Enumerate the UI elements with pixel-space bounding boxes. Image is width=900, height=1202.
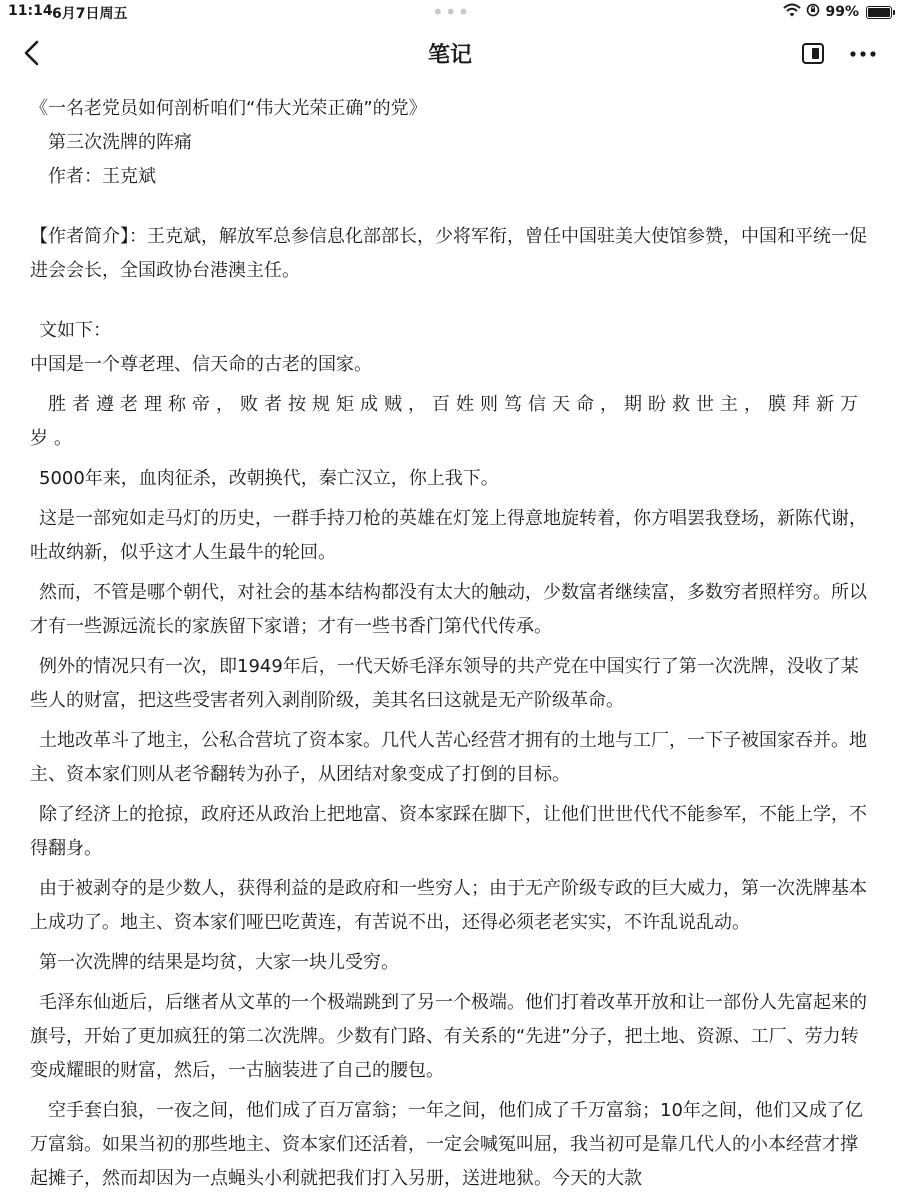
paragraph: 由于被剥夺的是少数人，获得利益的是政府和一些穷人；由于无产阶级专政的巨大威力，第一次洗牌基本上成功了。地主、资本家们哑巴吃黄连，有苦说不出，还得必须老老实实，不许乱说乱动。 [30, 878, 867, 933]
paragraph: 空手套白狼，一夜之间，他们成了百万富翁；一年之间，他们成了千万富翁；10年之间，他们又成了亿万富翁。如果当初的那些地主、资本家们还活着，一定会喊冤叫屈，我当初可是靠几代人的小本经营才撑起摊子，然而却因为一点蝇头小利就把我们打入另册，送进地狱。今天的大款 [30, 1100, 863, 1189]
note-body[interactable] [30, 92, 872, 1202]
paragraph: 5000年来，血肉征杀，改朝换代，秦亡汉立，你上我下。 [39, 468, 499, 489]
multitasking-dots-icon[interactable]: ••• [432, 0, 471, 24]
author-bio: 【作者简介】：王克斌，解放军总参信息化部部长，少将军衔，曾任中国驻美大使馆参赞，中国和平统一促进会会长，全国政协台港澳主任。 [30, 226, 867, 281]
battery-level-fill [868, 8, 890, 17]
nav-bar [0, 28, 900, 78]
paragraph: 第一次洗牌的结果是均贫，大家一块儿受穷。 [39, 952, 399, 973]
reader-view-icon [800, 40, 828, 68]
reader-view-button[interactable] [800, 40, 828, 68]
more-options-button[interactable] [848, 40, 878, 68]
paragraph: 毛泽东仙逝后，后继者从文革的一个极端跳到了另一个极端。他们打着改革开放和让一部份人先富起来的旗号，开始了更加疯狂的第二次洗牌。少数有门路、有关系的“先进”分子，把土地、资源、工厂、劳力转变成耀眼的财富，然后，一古脑装进了自己的腰包。 [30, 992, 867, 1081]
paragraph: 这是一部宛如走马灯的历史，一群手持刀枪的英雄在灯笼上得意地旋转着，你方唱罢我登场，新陈代谢，吐故纳新，似乎这才人生最牛的轮回。 [30, 508, 867, 563]
battery-icon [866, 6, 892, 19]
paragraph: 然而，不管是哪个朝代，对社会的基本结构都没有太大的触动，少数富者继续富，多数穷者照样穷。所以才有一些源远流长的家族留下家谱；才有一些书香门第代代传承。 [30, 582, 867, 637]
status-indicators [783, 3, 892, 21]
paragraph: 土地改革斗了地主，公私合营坑了资本家。几代人苦心经营才拥有的土地与工厂，一下子被国家吞并。地主、资本家们则从老爷翻转为孙子，从团结对象变成了打倒的目标。 [30, 730, 867, 785]
battery-percent: 99% [825, 4, 859, 20]
paragraph: 胜者遵老理称帝，败者按规矩成贼，百姓则笃信天命，期盼救世主，膜拜新万岁。 [30, 394, 864, 449]
intro-line: 文如下： [39, 320, 111, 341]
status-bar [0, 0, 900, 24]
status-date: 6月7日周五 [52, 6, 128, 22]
rotation-lock-icon [806, 3, 820, 21]
article-title: 《一名老党员如何剖析咱们“伟大光荣正确”的党》 [30, 98, 427, 119]
page-title: 笔记 [427, 43, 472, 68]
paragraph: 例外的情况只有一次，即1949年后，一代天娇毛泽东领导的共产党在中国实行了第一次洗牌，没收了某些人的财富，把这些受害者列入剥削阶级，美其名曰这就是无产阶级革命。 [30, 656, 859, 711]
wifi-icon [783, 3, 801, 21]
paragraph: 中国是一个尊老理、信天命的古老的国家。 [30, 354, 372, 375]
status-time: 11:14 [8, 3, 53, 19]
paragraph: 除了经济上的抢掠，政府还从政治上把地富、资本家踩在脚下，让他们世世代代不能参军，不能上学，不得翻身。 [30, 804, 867, 859]
article-author: 作者：王克斌 [48, 166, 156, 187]
ellipsis-icon [848, 40, 878, 68]
article-subtitle: 第三次洗牌的阵痛 [48, 132, 192, 153]
